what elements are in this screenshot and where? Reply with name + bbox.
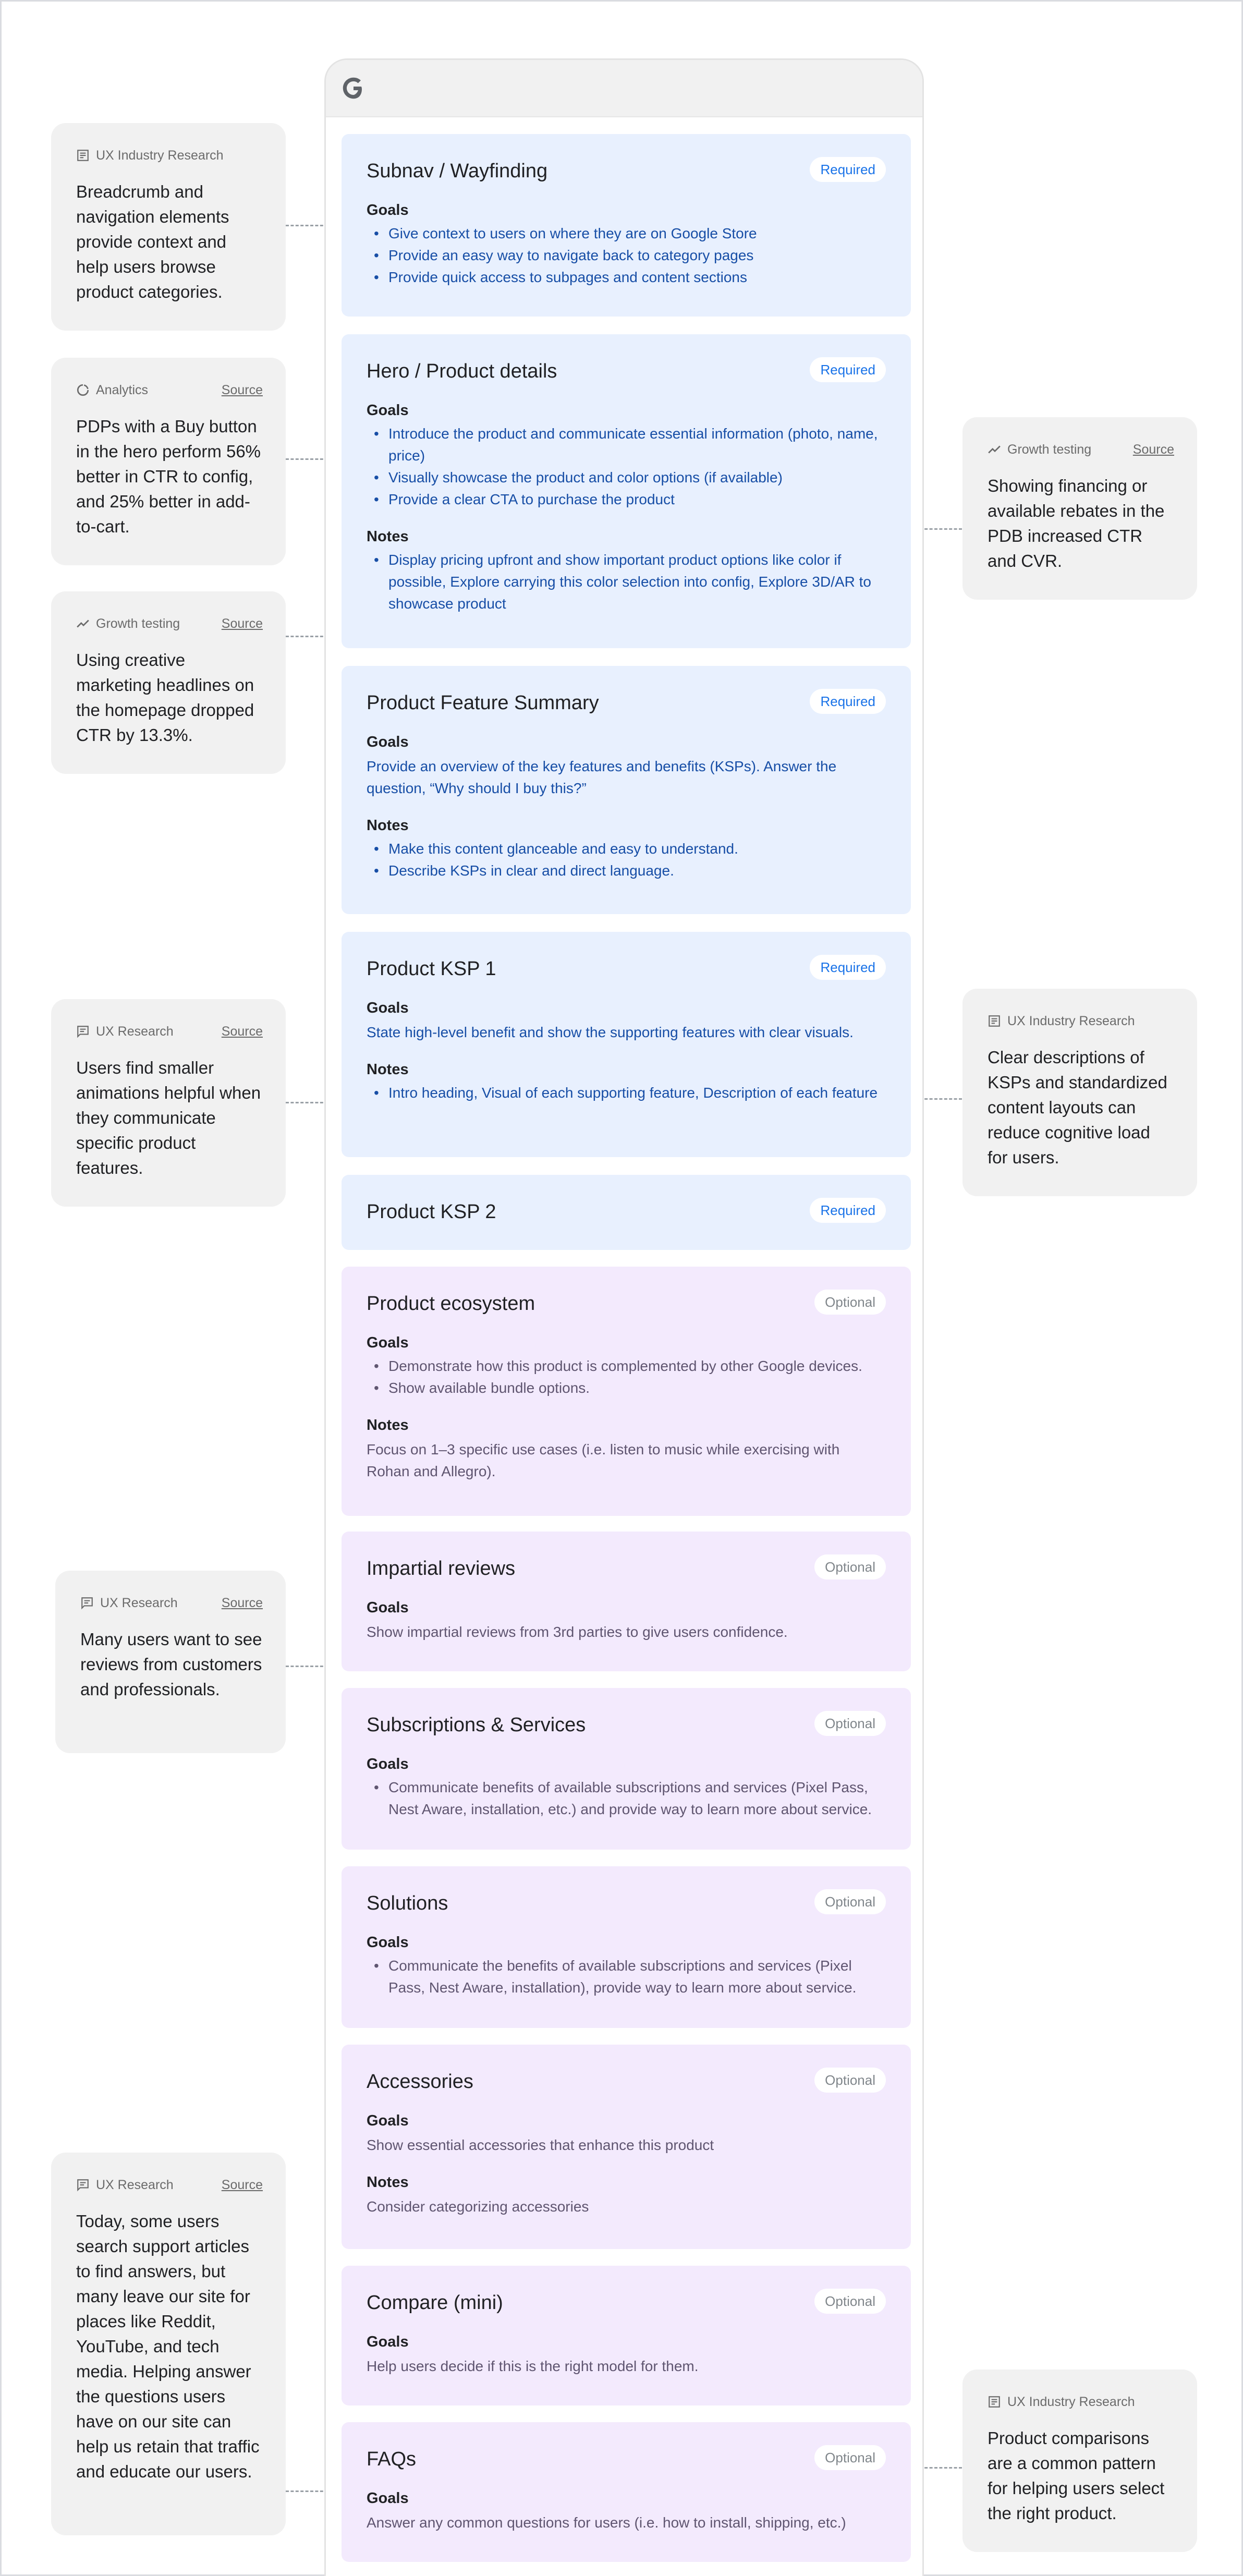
trend-icon	[76, 617, 90, 630]
research-card	[962, 417, 1197, 600]
goal-item: • Introduce the product and communicate essential information (photo, name, price)	[367, 423, 886, 467]
section-solutions	[342, 1866, 911, 2028]
card-category: UX Research	[96, 2177, 174, 2192]
chat-icon	[80, 1596, 94, 1610]
required-badge: Required	[810, 157, 886, 182]
notes-label: Notes	[367, 817, 409, 834]
goal-item: • Communicate benefits of available subscriptions and services (Pixel Pass, Nest Aware, installation, etc.) and provide way to learn more about service.	[367, 1777, 886, 1820]
goals-list	[367, 1955, 886, 1999]
notes-text: Focus on 1–3 specific use cases (i.e. listen to music while exercising with Rohan and Allegro).	[367, 1441, 840, 1479]
optional-badge: Optional	[814, 2445, 886, 2470]
trend-icon	[988, 443, 1001, 456]
section-title: Subscriptions & Services	[367, 1714, 586, 1736]
notes-text: Consider categorizing accessories	[367, 2198, 589, 2215]
source-link[interactable]: Source	[221, 1595, 263, 1610]
goal-item: • Provide an easy way to navigate back to category pages	[367, 245, 886, 266]
optional-badge: Optional	[814, 2289, 886, 2314]
research-card	[51, 358, 286, 565]
section-title: Compare (mini)	[367, 2292, 503, 2314]
document-icon	[76, 149, 90, 162]
card-category: Analytics	[96, 382, 149, 397]
section-compare	[342, 2266, 911, 2405]
notes-label: Notes	[367, 528, 409, 545]
section-accessories	[342, 2045, 911, 2249]
optional-badge: Optional	[814, 1554, 886, 1579]
note-item: • Make this content glanceable and easy to understand.	[367, 838, 886, 860]
source-link[interactable]: Source	[221, 382, 263, 397]
optional-badge: Optional	[814, 1290, 886, 1315]
research-card	[51, 123, 286, 331]
research-card	[51, 2153, 286, 2535]
goals-list	[367, 223, 886, 288]
card-category: Growth testing	[1007, 442, 1092, 457]
research-card	[962, 2370, 1197, 2552]
section-ksp-2	[342, 1175, 911, 1250]
goal-item: • Provide quick access to subpages and content sections	[367, 266, 886, 288]
section-impartial-reviews	[342, 1532, 911, 1671]
analytics-icon	[76, 383, 90, 397]
goals-label: Goals	[367, 1334, 409, 1351]
goals-label: Goals	[367, 2490, 409, 2507]
section-title: Product KSP 1	[367, 958, 496, 980]
section-title: Impartial reviews	[367, 1558, 516, 1579]
goals-label: Goals	[367, 2334, 409, 2350]
goal-item: • Give context to users on where they are on Google Store	[367, 223, 886, 245]
section-title: FAQs	[367, 2448, 417, 2470]
section-title: Product ecosystem	[367, 1293, 535, 1315]
required-badge: Required	[810, 689, 886, 714]
goals-label: Goals	[367, 1934, 409, 1951]
card-category: UX Industry Research	[1007, 2394, 1135, 2409]
goal-item: • Provide a clear CTA to purchase the product	[367, 489, 886, 511]
optional-badge: Optional	[814, 2068, 886, 2093]
goals-text: Help users decide if this is the right model for them.	[367, 2358, 699, 2374]
browser-header	[326, 60, 922, 117]
notes-label: Notes	[367, 1417, 409, 1433]
notes-list	[367, 838, 886, 882]
research-card	[51, 591, 286, 774]
card-text: Showing financing or available rebates in the PDB increased CTR and CVR.	[988, 476, 1165, 570]
goal-item: • Show available bundle options.	[367, 1377, 886, 1399]
card-text: Today, some users search support articles to find answers, but many leave our site for places like Reddit, YouTube, and tech media. Helping answer the questions users have on our site can help us retain that traffic and educate our users.	[76, 2212, 260, 2481]
section-hero	[342, 334, 911, 648]
card-text: Clear descriptions of KSPs and standardized content layouts can reduce cognitive load for users.	[988, 1048, 1167, 1167]
section-title: Subnav / Wayfinding	[367, 160, 548, 182]
section-ksp-1	[342, 932, 911, 1157]
source-link[interactable]: Source	[221, 616, 263, 631]
goals-label: Goals	[367, 2112, 409, 2129]
card-text: Breadcrumb and navigation elements provide context and help users browse product categories.	[76, 182, 229, 301]
optional-badge: Optional	[814, 1889, 886, 1914]
notes-label: Notes	[367, 2174, 409, 2191]
chat-icon	[76, 2178, 90, 2192]
section-subnav	[342, 134, 911, 317]
section-title: Solutions	[367, 1892, 448, 1914]
goals-text: Show impartial reviews from 3rd parties to give users confidence.	[367, 1624, 788, 1640]
chat-icon	[76, 1025, 90, 1038]
goals-label: Goals	[367, 1756, 409, 1772]
research-card	[962, 989, 1197, 1196]
goals-list	[367, 1355, 886, 1399]
notes-label: Notes	[367, 1061, 409, 1078]
notes-list	[367, 549, 886, 615]
section-feature-summary	[342, 666, 911, 914]
optional-badge: Optional	[814, 1711, 886, 1736]
google-logo-icon	[340, 75, 367, 101]
document-icon	[988, 2395, 1001, 2409]
card-text: Many users want to see reviews from customers and professionals.	[80, 1630, 262, 1699]
source-link[interactable]: Source	[1132, 442, 1174, 457]
document-icon	[988, 1014, 1001, 1028]
research-card	[51, 999, 286, 1207]
note-item: • Intro heading, Visual of each supporting feature, Description of each feature	[367, 1082, 886, 1104]
goals-label: Goals	[367, 1599, 409, 1616]
card-category: UX Industry Research	[1007, 1013, 1135, 1028]
card-text: PDPs with a Buy button in the hero perform 56% better in CTR to config, and 25% better in add-to-cart.	[76, 417, 261, 536]
section-title: Accessories	[367, 2071, 473, 2093]
goals-list	[367, 423, 886, 511]
goals-label: Goals	[367, 202, 409, 218]
goals-text: Provide an overview of the key features and benefits (KSPs). Answer the question, “Why should I buy this?”	[367, 758, 837, 796]
required-badge: Required	[810, 955, 886, 980]
goals-list	[367, 1777, 886, 1820]
goal-item: • Demonstrate how this product is complemented by other Google devices.	[367, 1355, 886, 1377]
note-item: • Describe KSPs in clear and direct language.	[367, 860, 886, 882]
section-faqs	[342, 2422, 911, 2562]
goal-item: • Communicate the benefits of available subscriptions and services (Pixel Pass, Nest Aware, installation), provide way to learn more about service.	[367, 1955, 886, 1999]
required-badge: Required	[810, 1198, 886, 1223]
card-text: Product comparisons are a common pattern for helping users select the right product.	[988, 2428, 1165, 2523]
source-link[interactable]: Source	[221, 1024, 263, 1039]
card-text: Users find smaller animations helpful when they communicate specific product features.	[76, 1058, 261, 1177]
goals-label: Goals	[367, 1000, 409, 1016]
section-title: Product KSP 2	[367, 1201, 496, 1223]
goals-text: State high-level benefit and show the supporting features with clear visuals.	[367, 1024, 854, 1040]
section-subscriptions	[342, 1688, 911, 1850]
card-text: Using creative marketing headlines on the homepage dropped CTR by 13.3%.	[76, 650, 254, 745]
source-link[interactable]: Source	[221, 2177, 263, 2192]
goals-text: Show essential accessories that enhance this product	[367, 2137, 714, 2153]
goals-label: Goals	[367, 402, 409, 419]
goals-text: Answer any common questions for users (i.e. how to install, shipping, etc.)	[367, 2514, 846, 2531]
card-category: UX Industry Research	[96, 148, 224, 163]
page-mockup	[324, 58, 924, 2576]
card-category: UX Research	[96, 1024, 174, 1039]
required-badge: Required	[810, 357, 886, 382]
note-item: • Display pricing upfront and show important product options like color if possible, Explore carrying this color selection into config, Explore 3D/AR to showcase product	[367, 549, 886, 615]
section-title: Hero / Product details	[367, 360, 557, 382]
card-category: UX Research	[100, 1595, 178, 1610]
section-ecosystem	[342, 1267, 911, 1516]
notes-list	[367, 1082, 886, 1104]
card-category: Growth testing	[96, 616, 180, 631]
goals-label: Goals	[367, 734, 409, 750]
section-title: Product Feature Summary	[367, 692, 599, 714]
goal-item: • Visually showcase the product and color options (if available)	[367, 467, 886, 489]
research-card	[55, 1571, 286, 1753]
